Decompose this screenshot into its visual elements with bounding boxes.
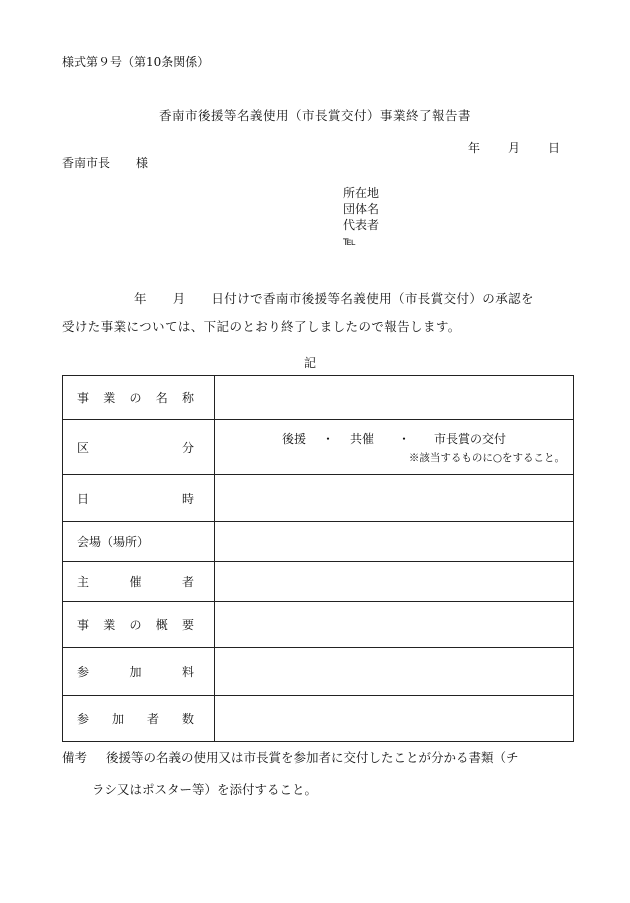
date-year: 年	[468, 141, 481, 155]
body-line-2: 受けた事業については、下記のとおり終了しましたので報告します。	[62, 319, 461, 334]
row-label-organizer	[63, 562, 215, 602]
table-row	[63, 475, 574, 522]
remarks-label: 備考	[62, 750, 88, 765]
row-label-fee	[63, 648, 215, 696]
applicant-organization-label: 団体名	[343, 202, 380, 216]
label-text: 会場（場所）	[77, 535, 150, 549]
category-option-cohost[interactable]: 共催	[349, 431, 374, 446]
addressee-honorific: 様	[136, 156, 149, 170]
table-row	[63, 376, 574, 420]
label-char: 概	[155, 618, 168, 632]
label-char: 加	[129, 665, 142, 679]
label-char: 加	[111, 712, 124, 726]
label-char: 分	[181, 440, 194, 455]
applicant-tel-label: ℡	[343, 234, 356, 248]
label-char: 事	[77, 391, 90, 405]
category-options	[215, 430, 573, 447]
event-name-field[interactable]	[215, 376, 574, 420]
label-char: 者	[146, 712, 159, 726]
participants-field[interactable]	[215, 696, 574, 742]
body-line-1: 年 月 日付けで香南市後援等名義使用（市長賞交付）の承認を	[134, 291, 534, 306]
body-text	[62, 285, 582, 341]
label-char: 要	[181, 618, 194, 632]
label-char: 主	[77, 575, 90, 589]
label-char: 業	[103, 618, 116, 632]
applicant-block	[343, 185, 379, 249]
label-char: 時	[181, 491, 194, 506]
separator-dot: ・	[321, 431, 334, 446]
row-label-event-name	[63, 376, 215, 420]
label-char: 参	[77, 712, 90, 726]
label-char: 料	[181, 665, 194, 679]
remarks-line-1: 後援等の名義の使用又は市長賞を参加者に交付したことが分かる書類（チ	[106, 750, 519, 765]
table-row	[63, 420, 574, 475]
label-char: 名	[155, 391, 168, 405]
row-label-participants	[63, 696, 215, 742]
table-row	[63, 648, 574, 696]
document-title: 香南市後援等名義使用（市長賞交付）事業終了報告書	[158, 108, 471, 123]
label-char: 事	[77, 618, 90, 632]
report-table	[62, 375, 574, 742]
table-row	[63, 562, 574, 602]
table-row	[63, 696, 574, 742]
label-char: 催	[129, 575, 142, 589]
label-char: 参	[77, 665, 90, 679]
category-option-mayor-award[interactable]: 市長賞の交付	[434, 431, 507, 446]
label-char: 数	[181, 712, 194, 726]
applicant-location-label: 所在地	[343, 186, 380, 200]
date-day: 日	[548, 141, 561, 155]
label-char: 称	[181, 391, 194, 405]
label-char: の	[129, 618, 142, 632]
datetime-field[interactable]	[215, 475, 574, 522]
category-option-support[interactable]: 後援	[281, 431, 306, 446]
remarks-line-2: ラシ又はポスター等）を添付すること。	[92, 782, 318, 797]
venue-field[interactable]	[215, 522, 574, 562]
fee-field[interactable]	[215, 648, 574, 696]
organizer-field[interactable]	[215, 562, 574, 602]
remarks	[62, 742, 582, 806]
addressee	[62, 154, 148, 171]
row-label-venue	[63, 522, 215, 562]
applicant-representative-label: 代表者	[343, 218, 380, 232]
date-month: 月	[508, 141, 521, 155]
table-row	[63, 602, 574, 648]
separator-dot: ・	[397, 431, 410, 446]
category-field[interactable]	[215, 420, 574, 475]
label-char: の	[129, 391, 142, 405]
overview-field[interactable]	[215, 602, 574, 648]
addressee-name: 香南市長	[62, 156, 111, 170]
form-number: 様式第９号（第10条関係）	[62, 55, 210, 69]
label-char: 日	[77, 491, 90, 506]
row-label-overview	[63, 602, 215, 648]
date-line	[468, 139, 560, 156]
label-char: 区	[77, 440, 90, 455]
ki-label: 記	[303, 356, 316, 370]
label-char: 者	[181, 575, 194, 589]
table-row	[63, 522, 574, 562]
row-label-datetime	[63, 475, 215, 522]
row-label-category	[63, 420, 215, 475]
category-note: ※該当するものに○をすること。	[408, 451, 565, 464]
label-char: 業	[103, 391, 116, 405]
